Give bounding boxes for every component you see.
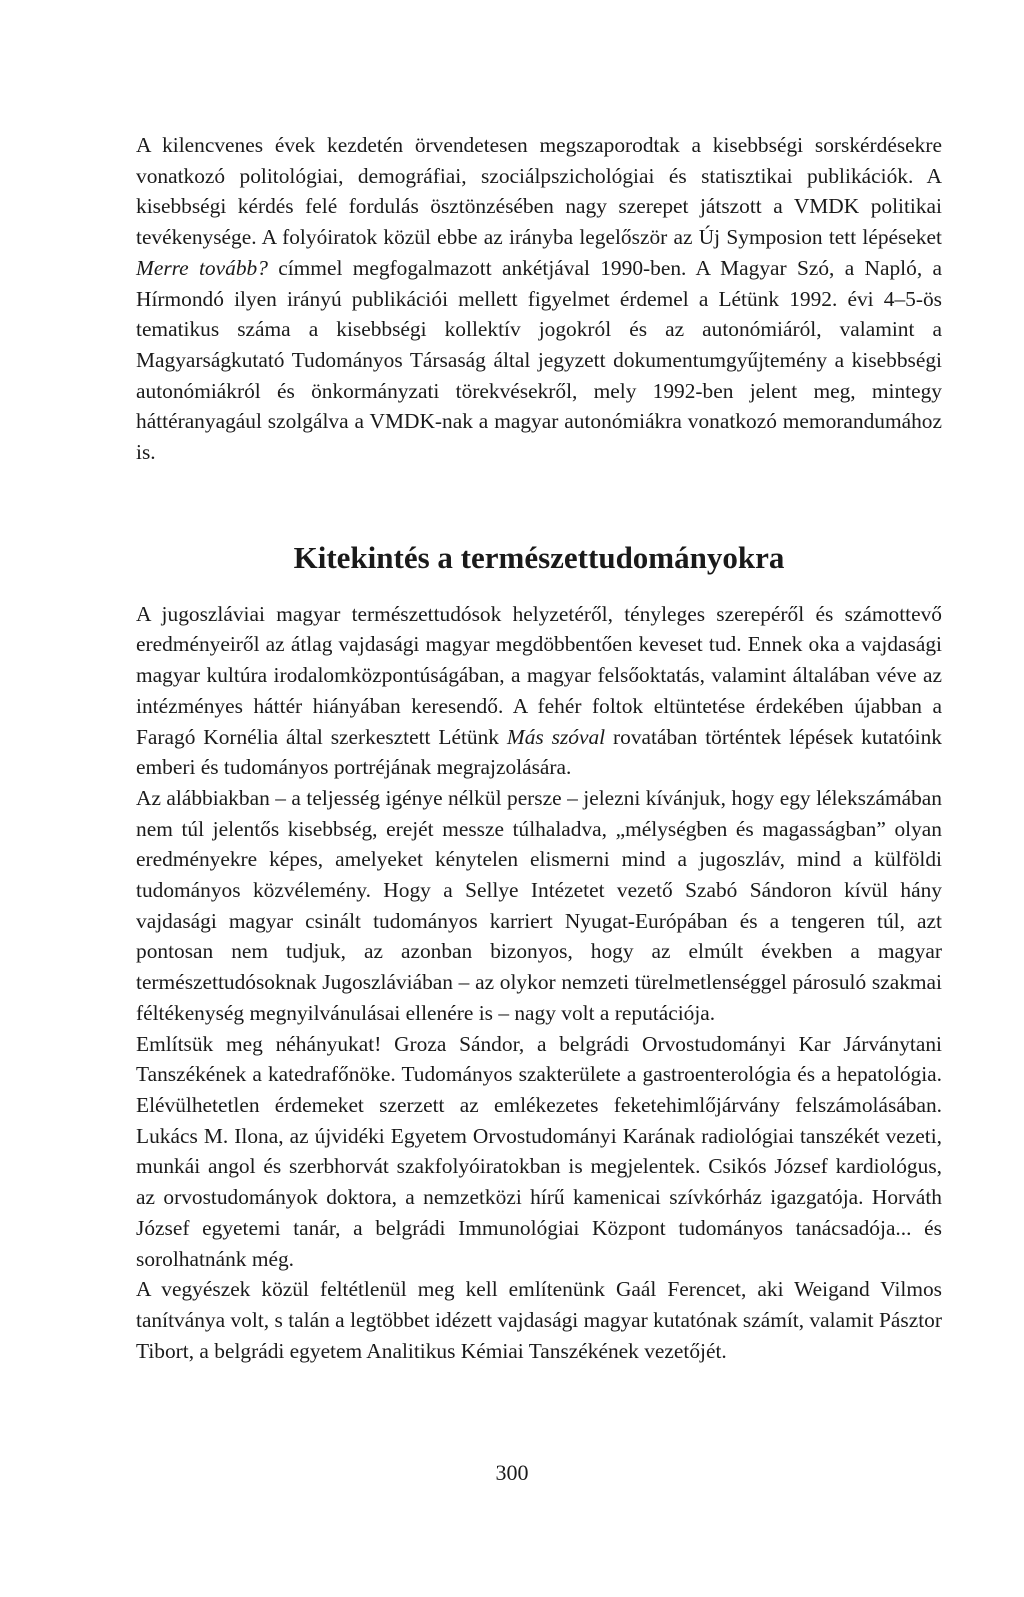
- section-p1-part-2: rovatában történtek lépések kutatóink emberi és tudományos portréjának megrajzolására.: [136, 724, 942, 780]
- section-p1-part-1: A jugoszláviai magyar természettudósok helyzetéről, tényleges szerepéről és számottevő eredményeiről az átlag vajdasági magyar megdöbbentően keveset tud. Ennek oka a vajdasági magyar kultúra irodalomközpontúságában, a magyar felsőoktatás, valamint általában véve az intézményes háttér hiányában keresendő. A fehér foltok eltüntetése érdekében újabban a Faragó Kornélia által szerkesztett Létünk: [136, 601, 942, 749]
- section-paragraph-2: Az alábbiakban – a teljesség igénye nélkül persze – jelezni kívánjuk, hogy egy lélekszámában nem túl jelentős kisebbség, erejét messze túlhaladva, „mélységben és magasságban” olyan eredményekre képes, amelyeket kénytelen elismerni mind a jugoszláv, mind a külföldi tudományos közvélemény. Hogy a Sellye Intézetet vezető Szabó Sándoron kívül hány vajdasági magyar csinált tudományos karriert Nyugat-Európában és a tengeren túl, azt pontosan nem tudjuk, az azonban bizonyos, hogy az elmúlt években a magyar természettudósoknak Jugoszláviában – az olykor nemzeti türelmetlenséggel párosuló szakmai féltékenység megnyilvánulásai ellenére is – nagy volt a reputációja.: [136, 785, 942, 1025]
- intro-paragraph: [136, 130, 942, 468]
- page-content: [136, 130, 942, 1366]
- section-paragraph-3: Említsük meg néhányukat! Groza Sándor, a belgrádi Orvostudományi Kar Járványtani Tanszékének a katedrafőnöke. Tudományos szakterülete a gastroenterológia és a hepatológia. Elévülhetetlen érdemeket szerzett az emlékezetes feketehimlőjárvány felszámolásában. Lukács M. Ilona, az újvidéki Egyetem Orvostudományi Karának radiológiai tanszékét vezeti, munkái angol és szerbhorvát szakfolyóiratokban is megjelentek. Csikós József kardiológus, az orvostudományok doktora, a nemzetközi hírű kamenicai szívkórház igazgatója. Horváth József egyetemi tanár, a belgrádi Immunológiai Központ tudományos tanácsadója... és sorolhatnánk még.: [136, 1031, 942, 1271]
- section-p1-italic: Más szóval: [506, 724, 606, 749]
- section-paragraph-1: [136, 599, 942, 783]
- intro-text-part-2: címmel megfogalmazott ankétjával 1990-ben. A Magyar Szó, a Napló, a Hírmondó ilyen irányú publikációi mellett figyelmet érdemel a Létünk 1992. évi 4–5-ös tematikus száma a kisebbségi kollektív jogokról és az autonómiáról, valamint a Magyarságkutató Tudományos Társaság által jegyzett dokumentumgyűjtemény a kisebbségi autonómiákról és önkormányzati törekvésekről, mely 1992-ben jelent meg, mintegy háttéranyagául szolgálva a VMDK-nak a magyar autonómiákra vonatkozó memorandumához is.: [136, 255, 942, 465]
- section-title: Kitekintés a természettudományokra: [293, 539, 785, 575]
- page-number: 300: [495, 1460, 529, 1485]
- intro-italic-title: Merre tovább?: [136, 255, 268, 280]
- intro-text-part-1: A kilencvenes évek kezdetén örvendetesen megszaporodtak a kisebbségi sorskérdésekre vonatkozó politológiai, demográfiai, szociálpszichológiai és statisztikai publikációk. A kisebbségi kérdés felé fordulás ösztönzésében nagy szerepet játszott a VMDK politikai tevékenysége. A folyóiratok közül ebbe az irányba legelőször az Új Symposion tett lépéseket: [136, 133, 942, 250]
- section-paragraph-4: A vegyészek közül feltétlenül meg kell említenünk Gaál Ferencet, aki Weigand Vilmos tanítványa volt, s talán a legtöbbet idézett vajdasági magyar kutatónak számít, valamit Pásztor Tibort, a belgrádi egyetem Analitikus Kémiai Tanszékének vezetőjét.: [136, 1277, 942, 1363]
